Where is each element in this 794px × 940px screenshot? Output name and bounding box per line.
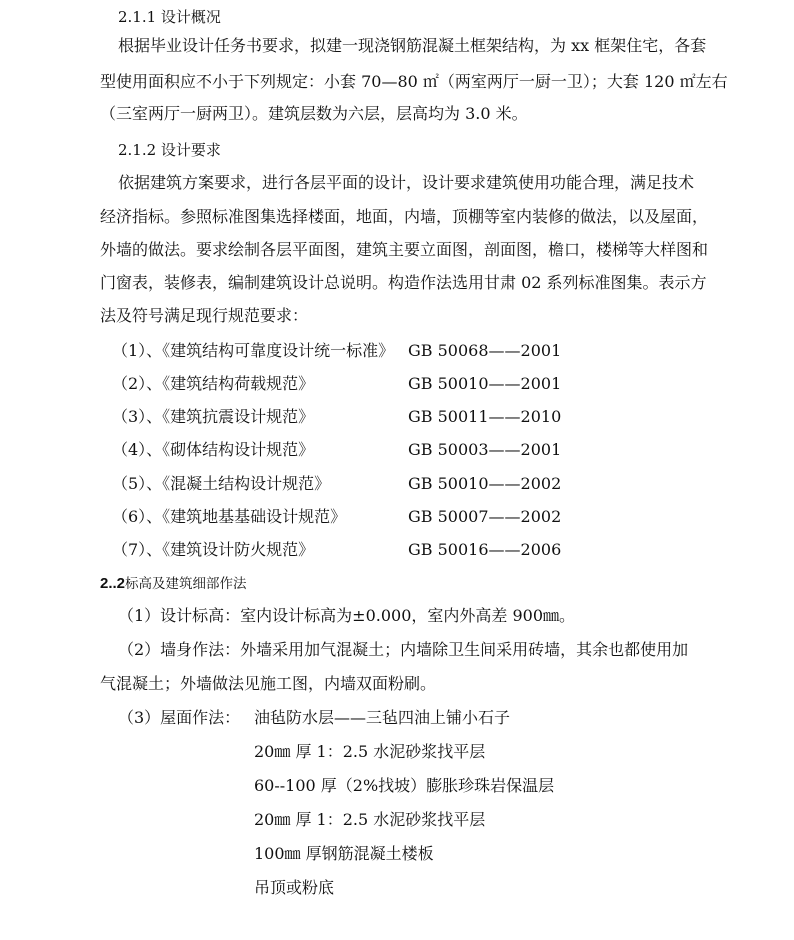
paragraph-line: （三室两厅一厨两卫）。建筑层数为六层，层高均为 3.0 米。: [100, 104, 528, 123]
standard-title: （2）、《建筑结构荷载规范》: [112, 374, 315, 393]
standard-title: （1）、《建筑结构可靠度设计统一标准》: [112, 341, 395, 360]
standard-code: GB 50007——2002: [408, 507, 562, 526]
section-2-1-1-heading: 2.1.1 设计概况: [118, 8, 221, 26]
section-2-2-title: 标高及建筑细部作法: [125, 576, 247, 592]
roof-layer: 20㎜ 厚 1：2.5 水泥砂浆找平层: [254, 742, 486, 761]
paragraph-line: 门窗表，装修表，编制建筑设计总说明。构造作法选用甘肃 02 系列标准图集。表示方: [100, 273, 707, 292]
standard-title: （7）、《建筑设计防火规范》: [112, 540, 315, 559]
standard-code: GB 50010——2002: [408, 474, 562, 493]
standard-code: GB 50010——2001: [408, 374, 562, 393]
standard-title: （3）、《建筑抗震设计规范》: [112, 407, 315, 426]
paragraph-line: 经济指标。参照标准图集选择楼面，地面，内墙，顶棚等室内装修的做法，以及屋面，: [100, 207, 709, 226]
item-1-design-elevation: （1）设计标高：室内设计标高为±0.000，室内外高差 900㎜。: [118, 606, 576, 625]
standard-code: GB 50011——2010: [408, 407, 562, 426]
item-3-roof-label: （3）屋面作法：: [118, 708, 241, 727]
section-2-2-heading: [100, 574, 247, 594]
paragraph-line: 型使用面积应不小于下列规定：小套 70—80 ㎡（两室两厅一厨一卫）；大套 120 ㎡左右: [100, 72, 728, 91]
standard-title: （4）、《砌体结构设计规范》: [112, 440, 315, 459]
paragraph-line: 外墙的做法。要求绘制各层平面图，建筑主要立面图，剖面图，檐口，楼梯等大样图和: [100, 240, 709, 259]
paragraph-line: 法及符号满足现行规范要求：: [100, 306, 309, 325]
paragraph-line: 依据建筑方案要求，进行各层平面的设计，设计要求建筑使用功能合理，满足技术: [118, 173, 695, 192]
paragraph-line: 根据毕业设计任务书要求，拟建一现浇钢筋混凝土框架结构，为 xx 框架住宅，各套: [118, 36, 707, 55]
item-2-wall-line: （2）墙身作法：外墙采用加气混凝土；内墙除卫生间采用砖墙，其余也都使用加: [118, 640, 689, 659]
standard-title: （5）、《混凝土结构设计规范》: [112, 474, 331, 493]
standard-code: GB 50016——2006: [408, 540, 562, 559]
roof-layer: 60--100 厚（2%找坡）膨胀珍珠岩保温层: [254, 776, 555, 795]
section-2-1-2-heading: 2.1.2 设计要求: [118, 141, 221, 159]
item-2-wall-line: 气混凝土；外墙做法见施工图，内墙双面粉刷。: [100, 674, 437, 693]
roof-layer: 100㎜ 厚钢筋混凝土楼板: [254, 844, 434, 863]
standard-code: GB 50068——2001: [408, 341, 562, 360]
roof-layer: 20㎜ 厚 1：2.5 水泥砂浆找平层: [254, 810, 486, 829]
roof-layer: 吊顶或粉底: [254, 878, 335, 897]
section-2-2-number: 2..2: [100, 575, 126, 592]
standard-code: GB 50003——2001: [408, 440, 562, 459]
roof-layer: 油毡防水层——三毡四油上铺小石子: [254, 708, 511, 727]
standard-title: （6）、《建筑地基基础设计规范》: [112, 507, 347, 526]
